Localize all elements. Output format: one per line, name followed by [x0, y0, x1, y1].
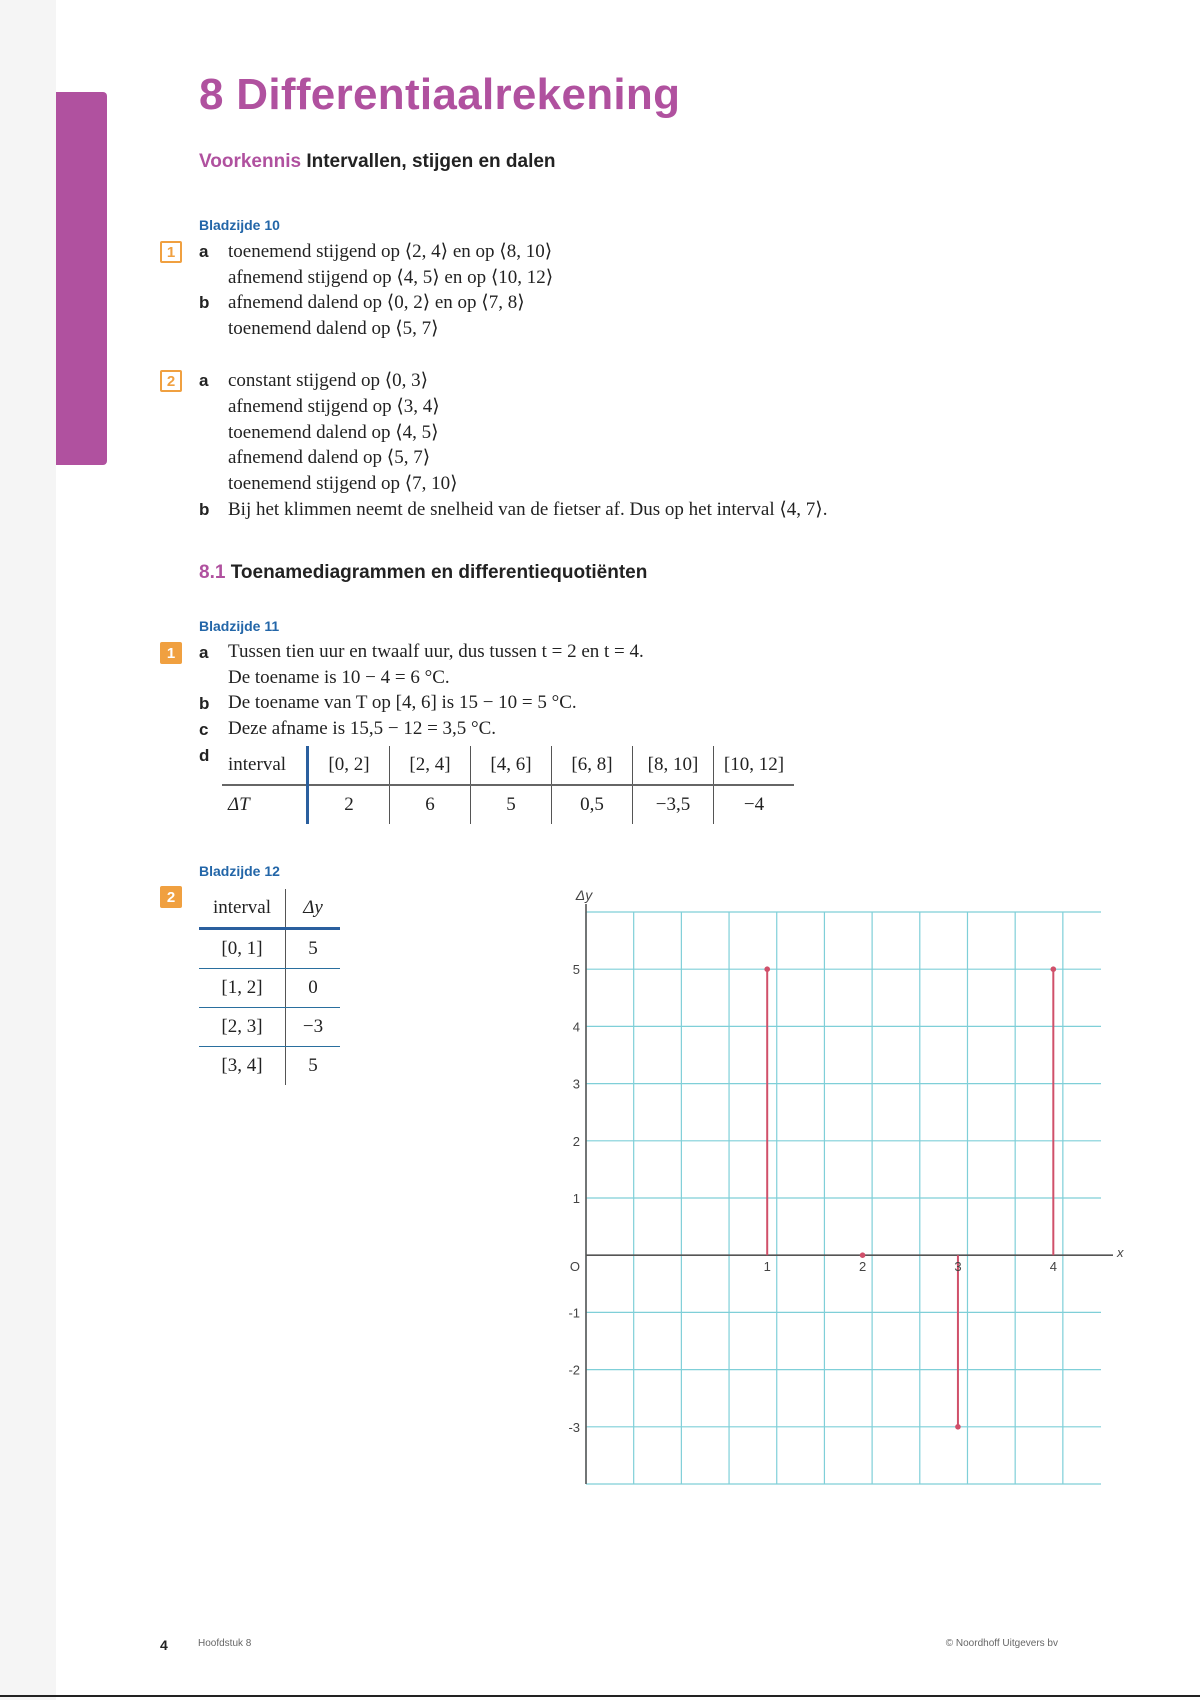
increment-bar-end [764, 966, 770, 972]
table-cell: 5 [471, 785, 552, 824]
table-cell: [10, 12] [714, 746, 795, 785]
footer-chapter: Hoofdstuk 8 [198, 1638, 252, 1649]
table-header-cell: interval [199, 889, 286, 929]
table-cell: −3,5 [633, 785, 714, 824]
table-cell: [3, 4] [199, 1047, 286, 1086]
y-tick-label: 4 [572, 1019, 580, 1035]
table-cell: [0, 1] [199, 929, 286, 969]
answer-line: constant stijgend op ⟨0, 3⟩ [228, 370, 429, 391]
increment-chart [496, 880, 1136, 1500]
y-tick-label: -1 [568, 1305, 580, 1321]
answer-line: afnemend dalend op ⟨5, 7⟩ [228, 447, 431, 468]
part-label: a [199, 242, 209, 261]
exercise-number-badge: 2 [160, 370, 182, 392]
part-label: c [199, 720, 209, 739]
section-number: 8.1 [199, 562, 226, 583]
x-tick-label: 3 [954, 1259, 962, 1275]
bottom-rule [0, 1695, 1200, 1697]
x-axis-label: x [1117, 1245, 1124, 1261]
y-axis-label: Δy [575, 887, 593, 903]
y-tick-label: -2 [568, 1362, 580, 1378]
answer-line: afnemend stijgend op ⟨4, 5⟩ en op ⟨10, 12⟩ [228, 267, 554, 288]
answer-line: Deze afname is 15,5 − 12 = 3,5 °C. [228, 718, 497, 739]
part-label: b [199, 694, 210, 713]
exercise-number-badge: 2 [160, 886, 182, 908]
page-number: 4 [160, 1637, 168, 1653]
table-cell: 0 [286, 969, 341, 1008]
x-tick-label: 2 [858, 1259, 867, 1275]
table-cell: [8, 10] [633, 746, 714, 785]
page-ref-11: Bladzijde 11 [199, 618, 280, 634]
answer-line: De toename van T op [4, 6] is 15 − 10 = 5 °C. [228, 692, 577, 713]
answer-line: toenemend dalend op ⟨5, 7⟩ [228, 318, 439, 339]
increment-bar-end [1051, 966, 1057, 972]
table-row [199, 1047, 340, 1086]
part-label: b [199, 293, 210, 312]
chapter-side-tab [56, 92, 107, 465]
table-cell: 2 [308, 785, 390, 824]
part-label: b [199, 500, 210, 519]
part-label: a [199, 643, 209, 662]
table-cell: −3 [286, 1008, 341, 1047]
footer-copyright: © Noordhoff Uitgevers bv [945, 1638, 1058, 1649]
increment-bar-end [955, 1424, 961, 1430]
answer-line: afnemend stijgend op ⟨3, 4⟩ [228, 396, 440, 417]
y-tick-label: 2 [572, 1133, 580, 1149]
answer-line: Tussen tien uur en twaalf uur, dus tussen t = 2 en t = 4. [228, 641, 644, 662]
x-tick-label: 4 [1049, 1259, 1057, 1275]
origin-label: O [569, 1259, 580, 1275]
part-label: a [199, 371, 209, 390]
section-title: Toenamediagrammen en differentiequotiënten [230, 562, 648, 583]
table-row [222, 785, 794, 824]
y-tick-label: 5 [572, 962, 580, 978]
y-tick-label: 3 [572, 1076, 580, 1092]
increment-bar-end [860, 1252, 866, 1258]
prior-knowledge-accent: Voorkennis [199, 151, 302, 172]
table-cell: [4, 6] [471, 746, 552, 785]
delta-y-table [199, 889, 340, 1085]
table-cell: [2, 3] [199, 1008, 286, 1047]
answer-line: toenemend dalend op ⟨4, 5⟩ [228, 422, 439, 443]
delta-t-table [222, 746, 794, 824]
y-tick-label: -3 [568, 1419, 580, 1435]
table-cell: [2, 4] [390, 746, 471, 785]
table-row [199, 929, 340, 969]
section-heading [199, 562, 647, 584]
prior-knowledge-heading [199, 151, 556, 173]
table-cell: [6, 8] [552, 746, 633, 785]
table-cell: [1, 2] [199, 969, 286, 1008]
table-row [222, 746, 794, 785]
table-row [199, 1008, 340, 1047]
table-cell: 6 [390, 785, 471, 824]
page-ref-12: Bladzijde 12 [199, 863, 280, 879]
table-row [199, 969, 340, 1008]
table-header-cell: ΔT [222, 785, 308, 824]
chapter-title: 8 Differentiaalrekening [199, 70, 681, 119]
answer-line: toenemend stijgend op ⟨7, 10⟩ [228, 473, 458, 494]
table-row [199, 889, 340, 929]
table-header-cell: Δy [286, 889, 341, 929]
table-cell: −4 [743, 794, 765, 815]
table-cell: 5 [308, 1055, 318, 1076]
answer-line: De toename is 10 − 4 = 6 °C. [228, 667, 450, 688]
page [56, 0, 1200, 1700]
table-cell: [0, 2] [308, 746, 390, 785]
exercise-number-badge: 1 [160, 642, 182, 664]
exercise-number-badge: 1 [160, 241, 182, 263]
table-header-cell: interval [222, 746, 308, 785]
part-label: d [199, 746, 210, 765]
answer-line: toenemend stijgend op ⟨2, 4⟩ en op ⟨8, 10⟩ [228, 241, 553, 262]
y-tick-label: 1 [572, 1191, 580, 1206]
answer-line: Bij het klimmen neemt de snelheid van de fietser af. Dus op het interval ⟨4, 7⟩. [228, 499, 828, 520]
prior-knowledge-title: Intervallen, stijgen en dalen [306, 151, 556, 172]
table-cell: 5 [286, 929, 341, 969]
x-tick-label: 1 [763, 1259, 771, 1275]
table-cell: 0,5 [552, 785, 633, 824]
answer-line: afnemend dalend op ⟨0, 2⟩ en op ⟨7, 8⟩ [228, 292, 525, 313]
page-ref-10: Bladzijde 10 [199, 217, 280, 233]
